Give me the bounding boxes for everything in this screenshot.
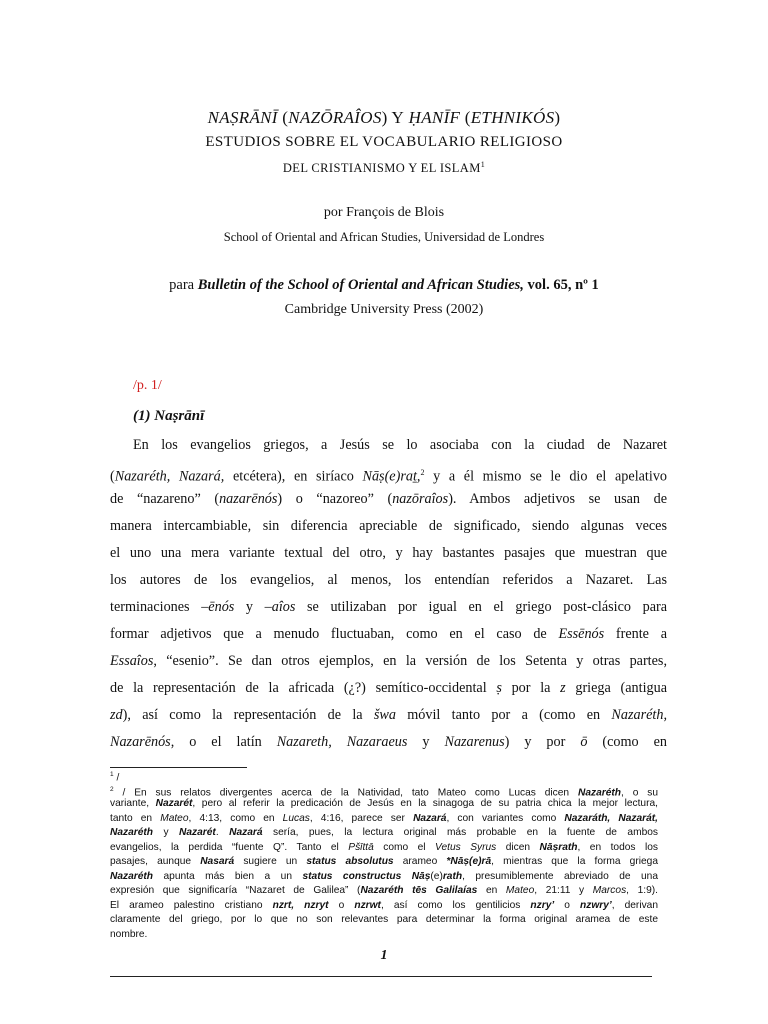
body-text-segment: terminaciones [110,599,202,615]
title-nazoraios: NAZŌRAÎOS [288,108,382,127]
footnote-ref-2[interactable]: 2 [420,468,425,477]
body-text-segment: frente a [604,626,667,642]
body-text-segment: por la [501,680,561,696]
footnote-text-segment: Vetus Syrus [435,841,497,853]
footnote-text-segment: *Nāṣ(e)rā [446,856,492,867]
body-line [133,432,667,459]
publisher: Cambridge University Press (2002) [284,302,484,317]
body-text-segment: Nazaréth, [611,707,667,723]
footnote-text-segment: evangelios, la perdida “fuente Q”. Tanto el [110,841,349,853]
body-line [110,702,667,729]
body-text-segment: Nazaréth, Nazará, [114,468,225,485]
footnote-text-segment: nzrwt [354,899,381,911]
footnote-text-segment: claramente del griego, por lo que no son relevantes para determinar la forma original aramea de este [110,914,658,925]
body-text-segment: ), así como la representación de la [122,707,374,723]
footnote-text-segment: , en todos los [577,841,659,853]
title-line-1 [0,108,768,128]
body-text-segment: –ēnós [201,599,235,615]
footnote-text-segment: , 21:11 y [534,885,593,896]
body-text-segment: ) o “nazoreo” ( [277,491,393,507]
affiliation: School of Oriental and African Studies, Universidad de Londres [223,230,545,244]
footnote-text-segment: Nazará [229,827,263,838]
footnote-line [110,855,658,870]
footnote-text-segment: , así como los gentilicios [380,899,531,911]
footnote-text-segment: variante, [110,798,156,809]
footnote-text-segment: sería, pues, la lectura original más probable en la fuente de ambos [262,827,658,838]
footnote-text-segment: Nasará [200,856,235,867]
footnote-text-segment: Nazarét [179,827,216,838]
body-text-segment: y [407,734,445,750]
body-text-segment: nazōraîos [392,491,449,507]
footnote-text-segment: Mateo [505,885,535,896]
page-reference: /p. 1/ [133,378,162,393]
body-text-segment: (como en [587,734,667,750]
footnote-text-segment: (e) [430,870,443,882]
body-text-segment: ō [580,734,588,750]
title-hanif: ḤANĪF [408,108,461,127]
footnote-text-segment: , derivan [611,899,659,911]
body-text-segment: Essaîos [110,653,154,669]
footnote-text-segment: Pšīttā [348,841,374,853]
bottom-rule [110,976,652,977]
body-text-segment: se utilizaban por igual en el griego post-clásico para [295,599,668,615]
title-paren-open: ( [282,108,289,127]
footnote-line [110,870,658,885]
title-paren-close-y: ) Y [381,108,405,127]
journal-citation [0,277,768,294]
body-text-segment: , o el latín [170,734,277,750]
footnote-text-segment: , 1:9). [626,885,659,896]
title-paren-close-2: ) [554,108,561,127]
body-text-segment: nazarēnós [219,491,278,507]
footnote-text-segment: Nāṣrath [539,841,578,853]
footnote-text-segment: status constructus Nāṣ [302,870,431,882]
footnote-text-segment: pasajes, aunque [110,856,201,867]
page-number: 1 [380,948,388,963]
footnote-text-segment: dicen [496,841,540,853]
footnote-text-segment: Nazaráth, Nazarát, [564,812,659,824]
body-text-segment: ( [110,468,115,485]
body-line [110,594,667,621]
journal-volume: vol. 65, nº 1 [527,277,599,293]
body-text-segment: Nazarenus [444,734,505,750]
footnote-text-segment: en [477,885,506,896]
footnote-text-segment: nzwry’ [580,899,612,911]
footnote-text-segment: Nazaréth [110,827,154,838]
body-text-segment: formar adjetivos que a menudo fluctuaban, como en el caso de [110,626,559,642]
body-text-segment: Nazareth, Nazaraeus [276,734,408,750]
title-line-3 [0,160,768,176]
footnote-text-segment: Nazarét [155,798,193,809]
footnote-mark: 1 [110,771,114,778]
footnote-text-segment: . [215,827,230,838]
body-line [110,621,667,648]
footnote-text-segment: apunta más bien a un [153,870,303,882]
section-heading: (1) Naṣrānī [133,408,205,424]
body-line [110,675,667,702]
footnote-line [110,884,658,899]
footnote-text: / [113,772,120,784]
body-line [110,540,667,567]
footnote-text-segment: , presumiblemente abreviado de una [462,870,658,882]
body-line [110,648,667,675]
body-text-segment: –aîos [264,599,296,615]
footnote-text-segment: nzrt, nzryt [272,899,329,911]
title-line-2: ESTUDIOS SOBRE EL VOCABULARIO RELIGIOSO [205,134,563,150]
title-naṣrani: NAṢRĀNĪ [207,108,278,127]
body-text-segment: ṣ [496,680,502,696]
body-text-segment: , “esenio”. Se dan otros ejemplos, en la versión de los Setenta y otras partes, [153,653,667,669]
footnote-text-segment: , o su [621,786,658,798]
footnote-text-segment: rath [442,870,463,882]
body-text-segment: manera intercambiable, sin diferencia apreciable de significado, siendo algunas veces [110,518,667,534]
footnote-text-segment: Nazaréth tēs Galilaías [360,885,478,896]
title-line-3-text: DEL CRISTIANISMO Y EL ISLAM [282,161,481,176]
body-text-segment: y [234,599,265,615]
footnote-text-segment: o [328,899,355,911]
body-text-segment: zd [110,707,123,723]
footnote-mark: 2 [110,785,114,793]
body-line [110,513,667,540]
body-text-segment: el uno una mera variante textual del otro, y hay bastantes pasajes que muestran que [110,545,667,561]
footnote-text-segment: Lucas [282,812,310,824]
footnote-line [110,841,658,856]
body-line [110,729,667,756]
body-text-segment: Nazarēnós [110,734,171,750]
body-text-segment: de “nazareno” ( [110,491,220,507]
body-text-segment: los autores de los evangelios, al menos, los entendían referidos a Nazaret. Las [110,572,667,588]
body-text-segment: šwa [373,707,396,723]
title-ethnikos: ETHNIKÓS [470,108,555,127]
footnote-text-segment: nombre. [110,928,148,940]
journal-name: Bulletin of the School of Oriental and African Studies, [197,277,524,293]
footnote-text-segment: Nazaréth [110,870,154,882]
body-text-segment: y a él mismo se le dio el apelativo [424,468,668,485]
body-text-segment: griega (antigua [565,680,667,696]
journal-prefix: para [169,277,195,293]
body-text-segment: z [560,680,566,696]
body-text-segment: ) y por [504,734,581,750]
footnote-text-segment: , 4:13, como en [188,812,283,824]
footnote-text-segment: como el [373,841,436,853]
footnote-line [110,812,658,827]
footnote-text-segment: Mateo [160,812,189,824]
footnote-text-segment: tanto en [110,812,161,824]
title-paren-open-2: ( [464,108,471,127]
body-line [110,486,667,513]
footnote-text-segment: / En sus relatos divergentes acerca de la Natividad, tato Mateo como Lucas dicen [113,786,578,798]
body-text-segment: de la representación de la africada (¿?) semítico-occidental [110,680,497,696]
footnote-text-segment: , con variantes como [446,812,565,824]
footnote-text-segment: , 4:16, parece ser [309,812,414,824]
body-line [110,567,667,594]
footnote-text-segment: , pero al referir la predicación de Jesús en la sinagoga de su patria chica la mejor lectura, [192,798,658,809]
body-text-segment: móvil tanto por a (como en [395,707,612,723]
footnote-text-segment: expresión que significaría “Nazaret de Galilea” ( [110,885,361,896]
footnote-text-segment: nzry’ [530,899,555,911]
footnote-line [110,826,658,841]
body-text-segment: En los evangelios griegos, a Jesús se lo asociaba con la ciudad de Nazaret [133,437,667,453]
footnote-line [110,913,658,928]
footnote-text-segment: sugiere un [234,856,307,867]
footnote-line [110,797,658,812]
body-text-segment: Nāṣ(e)rat̠, [362,468,421,485]
body-text-segment: ). Ambos adjetivos se usan de [448,491,668,507]
footnote-line [110,899,658,914]
footnote-text-segment: , mientras que la forma griega [491,856,658,867]
body-text-segment: etcétera), en siríaco [224,468,363,485]
body-text-segment: Essēnós [558,626,605,642]
footnote-ref-1[interactable]: 1 [480,160,486,169]
footnote-line [110,928,658,943]
footnote-text-segment: Nazará [413,812,447,824]
footnote-text-segment: o [554,899,580,911]
footnote-text-segment: Nazaréth [577,786,621,798]
author: por François de Blois [323,205,445,220]
footnote-text-segment: y [153,827,180,838]
footnote-text-segment: status absolutus [306,856,394,867]
footnote-text-segment: El arameo palestino cristiano [110,899,273,911]
footnote-text-segment: arameo [393,856,447,867]
footnote-text-segment: Marcos [592,885,627,896]
